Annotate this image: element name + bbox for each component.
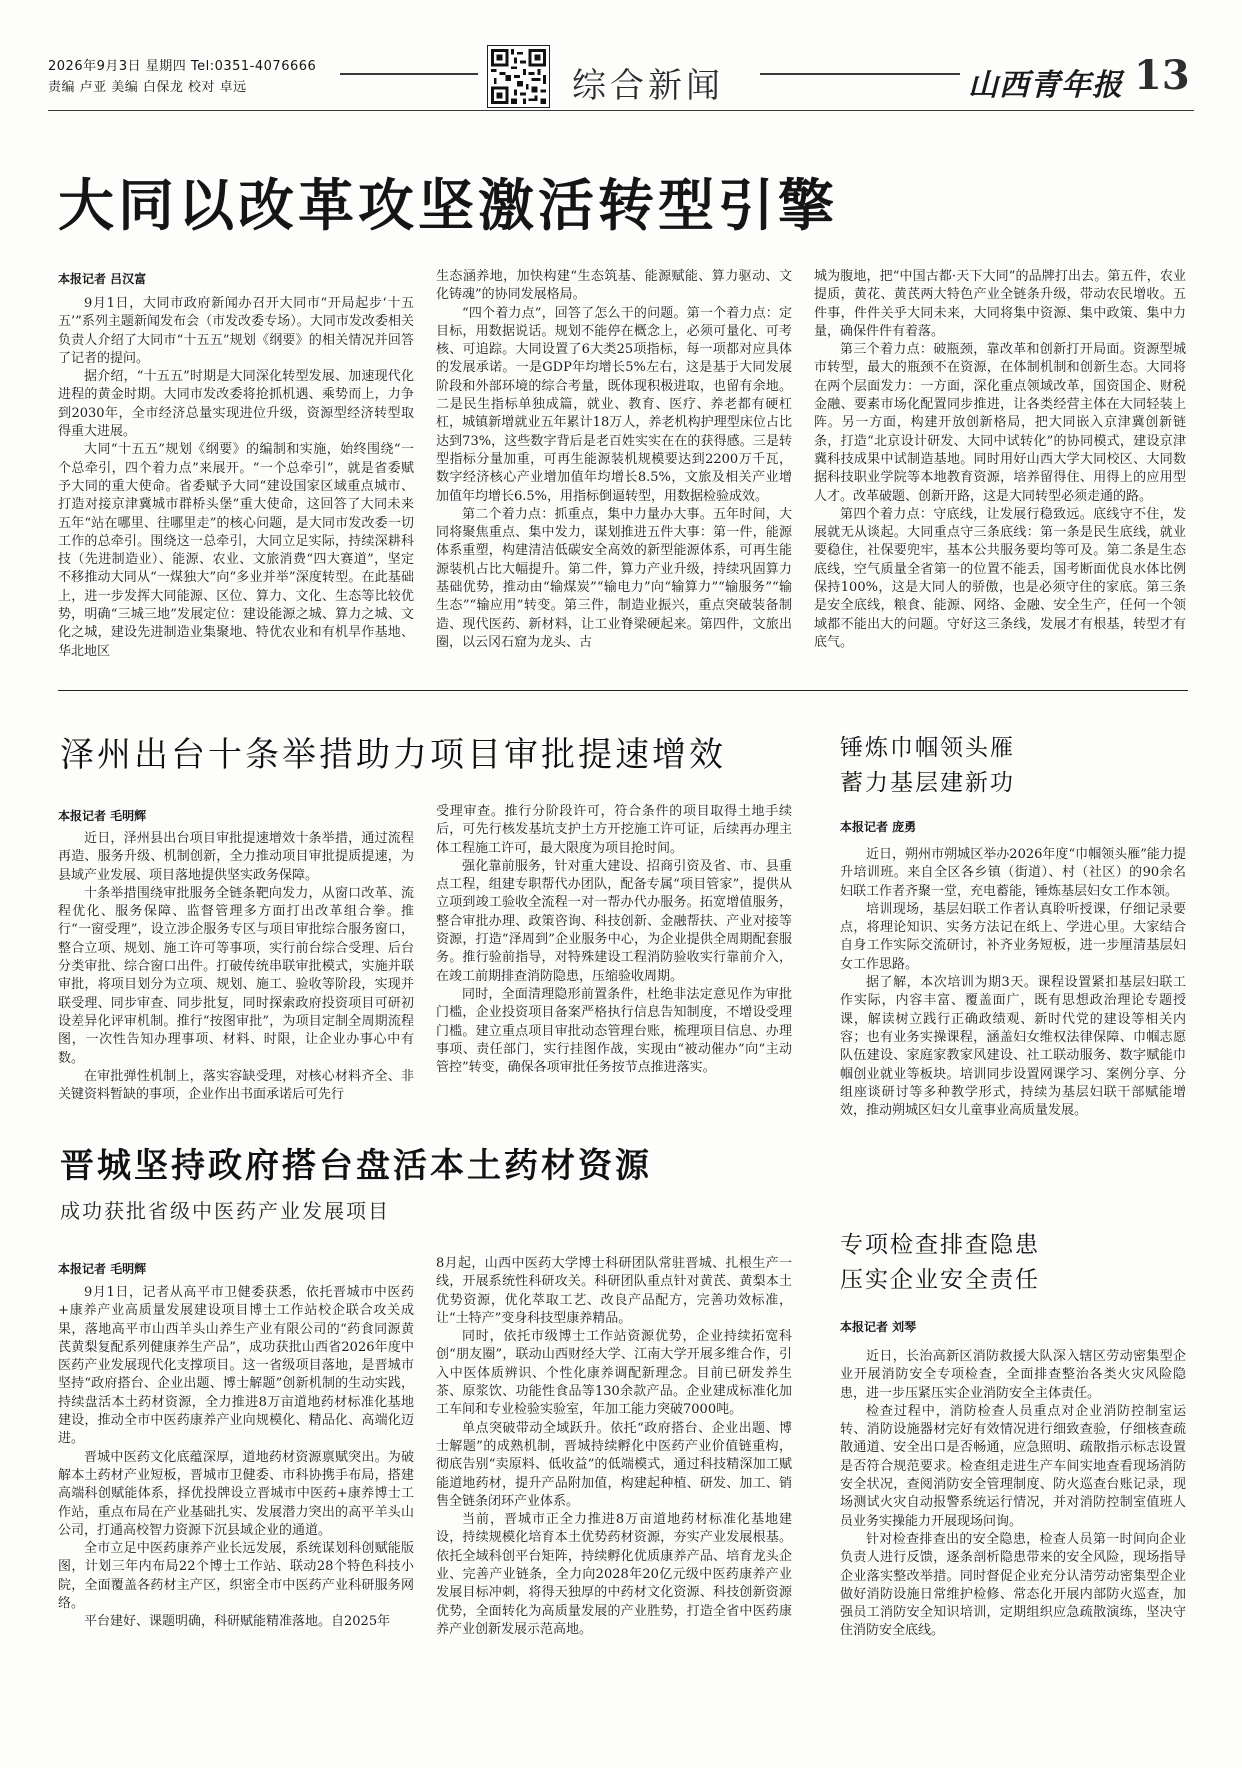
article1-col1 bbox=[58, 295, 414, 671]
paragraph: 检查过程中，消防检查人员重点对企业消防控制室运转、消防设施器材完好有效情况进行细致查验，仔细核查疏散通道、安全出口是否畅通，应急照明、疏散指示标志设置是否符合规范要求。检查组走进生产车间实地查看现场消防安全状况，查阅消防安全管理制度、防火巡查台账记录，现场测试火灾自动报警系统运行情况，并对消防控制室值班人员业务实操能力开展现场问询。 bbox=[840, 1403, 1186, 1529]
article4-headline-line2: 蓄力基层建新功 bbox=[840, 770, 1015, 796]
paragraph: 据介绍，“十五五”时期是大同深化转型发展、加速现代化进程的黄金时期。大同市发改委将抢抓机遇、乘势而上，力争到2030年，全市经济总量实现进位升级，资源型经济转型取得重大进展。 bbox=[58, 369, 414, 440]
article1-col2 bbox=[436, 268, 792, 671]
paragraph: “四个着力点”，回答了怎么干的问题。第一个着力点：定目标，用数据说话。规划不能停在概念上，必须可量化、可考核、可追踪。大同设置了6大类25项指标，每一项都对应具体的发展承诺。一是GDP年均增长5%左右，这是基于大同发展阶段和外部环境的综合考量，既体现积极进取，也留有余地。二是民生指标单独成篇，就业、教育、医疗、养老都有硬杠杠，城镇新增就业五年累计18万人，养老机构护理型床位占比达到73%，这些数字背后是老百姓实实在在的获得感。三是转型指标分量加重，可再生能源装机规模要达到2200万千瓦，数字经济核心产业增加值年均增长8.5%，文旅及相关产业增加值年均增长6.5%，用指标倒逼转型，用数据检验成效。 bbox=[436, 305, 792, 504]
article4-byline: 本报记者 庞勇 bbox=[840, 820, 917, 834]
article2-headline: 泽州出台十条举措助力项目审批提速增效 bbox=[60, 735, 726, 775]
article5-headline-line1: 专项检查排查隐患 bbox=[840, 1232, 1040, 1258]
paragraph: 近日，泽州县出台项目审批提速增效十条举措，通过流程再造、服务升级、机制创新，全力推动项目审批提质提速，为县域产业发展、项目落地提供坚实政务保障。 bbox=[58, 831, 414, 883]
paragraph: 单点突破带动全域跃升。依托“政府搭台、企业出题、博士解题”的成熟机制，晋城持续孵化中医药产业价值链重构，彻底告别“卖原料、低收益”的低端模式，通过科技精深加工赋能道地药材，提升产品附加值，构建起种植、研发、加工、销售全链条闭环产业体系。 bbox=[436, 1420, 792, 1509]
masthead-rule-left bbox=[340, 73, 478, 75]
paragraph: 9月1日，记者从高平市卫健委获悉，依托晋城市中医药+康养产业高质量发展建设项目博士工作站校企联合攻关成果，落地高平市山西羊头山养生产业有限公司的“药食同源黄芪黄梨复配系列健康养生产品”，成功获批山西省2026年度中医药产业发展现代化支撑项目。这一省级项目落地，是晋城市坚持“政府搭台、企业出题、博士解题”创新机制的生动实践，持续盘活本土药材资源，全力推进8万亩道地药材标准化基地建设，推动全市中医药康养产业向规模化、精品化、高端化迈进。 bbox=[58, 1285, 414, 1447]
main-headline: 大同以改革攻坚激活转型引擎 bbox=[58, 173, 838, 239]
paragraph: 平台建好、课题明确，科研赋能精准落地。自2025年 bbox=[84, 1614, 391, 1630]
paragraph: 同时，全面清理隐形前置条件，杜绝非法定意见作为审批门槛，企业投资项目备案严格执行信息告知制度，不增设受理门槛。建立重点项目审批动态管理台账，梳理项目信息、办理事项、责任部门，实行挂图作战，实现由“被动催办”向“主动管控”转变，确保各项审批任务按节点推进落实。 bbox=[436, 986, 792, 1076]
paragraph: 近日，长治高新区消防救援大队深入辖区劳动密集型企业开展消防安全专项检查，全面排查整治各类火灾风险隐患，进一步压紧压实企业消防安全主体责任。 bbox=[840, 1349, 1186, 1401]
paragraph: 生态涵养地，加快构建“生态筑基、能源赋能、算力驱动、文化铸魂”的协同发展格局。 bbox=[436, 269, 792, 303]
paragraph: 城为腹地，把“中国古都·天下大同”的品牌打出去。第五件，农业提质，黄花、黄芪两大特色产业全链条升级，带动农民增收。五件事，件件关乎大同未来，大同将集中资源、集中政策、集中力量，确保件件有着落。 bbox=[814, 269, 1186, 339]
paragraph: 全市立足中医药康养产业长远发展，系统谋划科创赋能版图，计划三年内布局22个博士工作站、联动28个特色科技小院，全面覆盖各药材主产区，织密全市中医药产业科研服务网络。 bbox=[58, 1541, 414, 1612]
article5-headline bbox=[840, 1228, 1040, 1298]
article3-headline: 晋城坚持政府搭台盘活本土药材资源 bbox=[60, 1146, 652, 1186]
editor-line: 责编 卢亚 美编 白保龙 校对 卓远 bbox=[48, 80, 247, 95]
article4-headline bbox=[840, 731, 1015, 801]
qr-code-icon bbox=[487, 45, 550, 108]
article3-subheadline: 成功获批省级中医药产业发展项目 bbox=[60, 1199, 390, 1223]
section-name: 综合新闻 bbox=[572, 66, 724, 106]
paragraph: 大同“十五五”规划《纲要》的编制和实施，始终围绕“一个总牵引，四个着力点”来展开。“一个总牵引”，就是省委赋予大同的重大使命。省委赋予大同“建设国家区域重点城市、打造对接京津冀城市群桥头堡”重大使命，这回答了大同未来五年“站在哪里、往哪里走”的核心问题，是大同市发改委一切工作的总牵引。围绕这一总牵引，大同立足实际，持续深耕科技（先进制造业）、能源、农业、文旅消费“四大赛道”，坚定不移推动大同从“一煤独大”向“多业并举”深度转型。在此基础上，进一步发挥大同能源、区位、算力、文化、生态等比较优势，明确“三城三地”发展定位：建设能源之城、算力之城、文化之城，建设先进制造业集聚地、特优农业和有机旱作基地、华北地区 bbox=[58, 442, 414, 659]
paragraph: 在审批弹性机制上，落实容缺受理，对核心材料齐全、非关键资料暂缺的事项，企业作出书面承诺后可先行 bbox=[58, 1068, 414, 1103]
paragraph: 8月起，山西中医药大学博士科研团队常驻晋城、扎根生产一线，开展系统性科研攻关。科研团队重点针对黄芪、黄梨本土优势资源，优化萃取工艺、改良产品配方，完善功效标准，让“土特产”变身科技型康养精品。 bbox=[436, 1256, 792, 1326]
article3-byline: 本报记者 毛明辉 bbox=[58, 1262, 147, 1276]
article4-headline-line1: 锤炼巾帼领头雁 bbox=[840, 735, 1015, 761]
date-line: 2026年9月3日 星期四 Tel:0351-4076666 bbox=[48, 59, 317, 74]
paragraph: 培训现场，基层妇联工作者认真聆听授课，仔细记录要点，将理论知识、实务方法记在纸上、学进心里。大家结合自身工作实际交流研讨，补齐业务短板，进一步厘清基层妇女工作思路。 bbox=[840, 901, 1186, 972]
paragraph: 据了解，本次培训为期3天。课程设置紧扣基层妇联工作实际，内容丰富、覆盖面广，既有思想政治理论专题授课，解读树立践行正确政绩观、新时代党的建设等相关内容；也有业务实操课程，涵盖妇女维权法律保障、巾帼志愿队伍建设、家庭家教家风建设、社工联动服务、数字赋能巾帼创业就业等板块。培训同步设置网课学习、案例分享、分组座谈研讨等多种教学形式，持续为基层妇联干部赋能增效，推动朔城区妇女儿童事业高质量发展。 bbox=[840, 975, 1186, 1119]
masthead-rule-right bbox=[760, 73, 960, 75]
article1-byline: 本报记者 吕汉富 bbox=[58, 272, 147, 286]
paragraph: 受理审查。推行分阶段许可，符合条件的项目取得土地手续后，可先行核发基坑支护土方开挖施工许可证，后续再办理主体工程施工许可，最大限度为项目抢时间。 bbox=[436, 804, 792, 856]
article-divider bbox=[58, 690, 1188, 691]
paragraph: 同时，依托市级博士工作站资源优势，企业持续拓宽科创“朋友圈”，联动山西财经大学、江南大学开展多维合作，引入中医体质辨识、个性化康养调配新理念。目前已研发养生茶、原浆饮、功能性食品等130余款产品。企业建成标准化加工车间和专业检验实验室，年加工能力突破7000吨。 bbox=[436, 1329, 792, 1418]
paragraph: 第三个着力点：破瓶颈，靠改革和创新打开局面。资源型城市转型，最大的瓶颈不在资源，在体制机制和创新生态。大同将在两个层面发力：一方面，深化重点领域改革，国资国企、财税金融、要素市场化配置同步推进，让各类经营主体在大同轻装上阵。另一方面，构建开放创新格局，把大同嵌入京津冀创新链条，打造“北京设计研发、大同中试转化”的协同模式，建设京津冀科技成果中试制造基地。同时用好山西大学大同校区、大同数据科技职业学院等本地教育资源，培养留得住、用得上的应用型人才。改革破题、创新开路，这是大同转型必须走通的路。 bbox=[814, 342, 1186, 504]
paragraph: 9月1日，大同市政府新闻办召开大同市“开局起步‘十五五’”系列主题新闻发布会（市发改委专场）。大同市发改委相关负责人介绍了大同市“十五五”规划《纲要》的相关情况并回答了记者的提问。 bbox=[58, 296, 414, 366]
article5-body bbox=[840, 1348, 1186, 1744]
article2-col1 bbox=[58, 830, 414, 1118]
paragraph: 晋城中医药文化底蕴深厚，道地药材资源禀赋突出。为破解本土药材产业短板，晋城市卫健委、市科协携手布局，搭建高端科创赋能体系，择优投牌设立晋城市中医药+康养博士工作站，重点布局在产业基础扎实、发展潜力突出的高平羊头山公司，打通高校智力资源下沉县域企业的通道。 bbox=[58, 1449, 414, 1538]
article2-col2 bbox=[436, 803, 792, 1115]
paragraph: 针对检查排查出的安全隐患，检查人员第一时间向企业负责人进行反馈，逐条剖析隐患带来的安全风险，现场指导企业落实整改举措。同时督促企业充分认清劳动密集型企业做好消防设施日常维护检修、常态化开展内部防火巡查，加强员工消防安全知识培训，定期组织应急疏散演练，坚决守住消防安全底线。 bbox=[840, 1531, 1186, 1639]
article4-body bbox=[840, 846, 1186, 1164]
article3-col1 bbox=[58, 1284, 414, 1744]
newspaper-logo: 山西青年报 bbox=[968, 68, 1123, 103]
paragraph: 当前，晋城市正全力推进8万亩道地药材标准化基地建设，持续规模化培育本土优势药材资源，夯实产业发展根基。依托全域科创平台矩阵，持续孵化优质康养产品、培育龙头企业、完善产业链条，全力向2028年20亿元级中医药康养产业发展目标冲刺，将得天独厚的中药材文化资源、科技创新资源优势，全面转化为高质量发展的产业胜势，打造全省中医药康养产业创新发展示范高地。 bbox=[436, 1512, 792, 1637]
paragraph: 十条举措围绕审批服务全链条靶向发力，从窗口改革、流程优化、服务保障、监督管理多方面打出改革组合拳。推行“一窗受理”，设立涉企服务专区与项目审批综合服务窗口，整合立项、规划、施工许可等事项，实行前台综合受理、后台分类审批、综合窗口出件。打破传统串联审批模式，实施并联审批，将项目划分为立项、规划、施工、验收等阶段，实现并联受理、同步审查、同步批复，同时探索政府投资项目可研初设差异化评审机制。推行“按图审批”，为项目定制全周期流程图，一次性告知办理事项、材料、时限，让企业办事心中有数。 bbox=[58, 885, 414, 1066]
masthead-bottom-rule bbox=[48, 110, 1194, 111]
article5-byline: 本报记者 刘琴 bbox=[840, 1320, 917, 1334]
page-number: 13 bbox=[1134, 52, 1190, 99]
article1-col3 bbox=[814, 268, 1186, 671]
article3-col2 bbox=[436, 1255, 792, 1744]
paragraph: 近日，朔州市朔城区举办2026年度“巾帼领头雁”能力提升培训班。来自全区各乡镇（街道）、村（社区）的90余名妇联工作者齐聚一堂，充电蓄能，锤炼基层妇女工作本领。 bbox=[840, 847, 1186, 899]
paragraph: 强化靠前服务，针对重大建设、招商引资及省、市、县重点工程，组建专职帮代办团队，配备专属“项目管家”，提供从立项到竣工验收全流程一对一帮办代办服务。拓宽增值服务，整合审批办理、政策咨询、科技创新、金融帮扶、产业对接等资源，打造“泽周到”企业服务中心，为企业提供全周期配套服务。推行验前指导，对特殊建设工程消防验收实行靠前介入，在竣工前期排查消防隐患，压缩验收周期。 bbox=[436, 858, 792, 984]
article5-headline-line2: 压实企业安全责任 bbox=[840, 1267, 1040, 1293]
article2-byline: 本报记者 毛明辉 bbox=[58, 809, 147, 823]
paragraph: 第四个着力点：守底线，让发展行稳致远。底线守不住，发展就无从谈起。大同重点守三条底线：第一条是民生底线，就业要稳住，社保要兜牢，基本公共服务要均等可及。第二条是生态底线，空气质量全省第一的位置不能丢，国考断面优良水体比例保持100%，这是大同人的骄傲，也是必须守住的家底。第三条是安全底线，粮食、能源、网络、金融、安全生产，任何一个领域都不能出大的问题。守好这三条线，发展才有根基，转型才有底气。 bbox=[814, 506, 1186, 650]
paragraph: 第二个着力点：抓重点，集中力量办大事。五年时间，大同将聚焦重点、集中发力，谋划推进五件大事：第一件，能源体系重塑，构建清洁低碳安全高效的新型能源体系，可再生能源装机占比大幅提升。第二件，算力产业升级，持续巩固算力基础优势，推动由“输煤炭”“输电力”向“输算力”“输服务”“输生态”“输应用”转变。第三件，制造业振兴，重点突破装备制造、现代医药、新材料，让工业脊梁硬起来。第四件，文旅出圈，以云冈石窟为龙头、古 bbox=[436, 506, 792, 650]
